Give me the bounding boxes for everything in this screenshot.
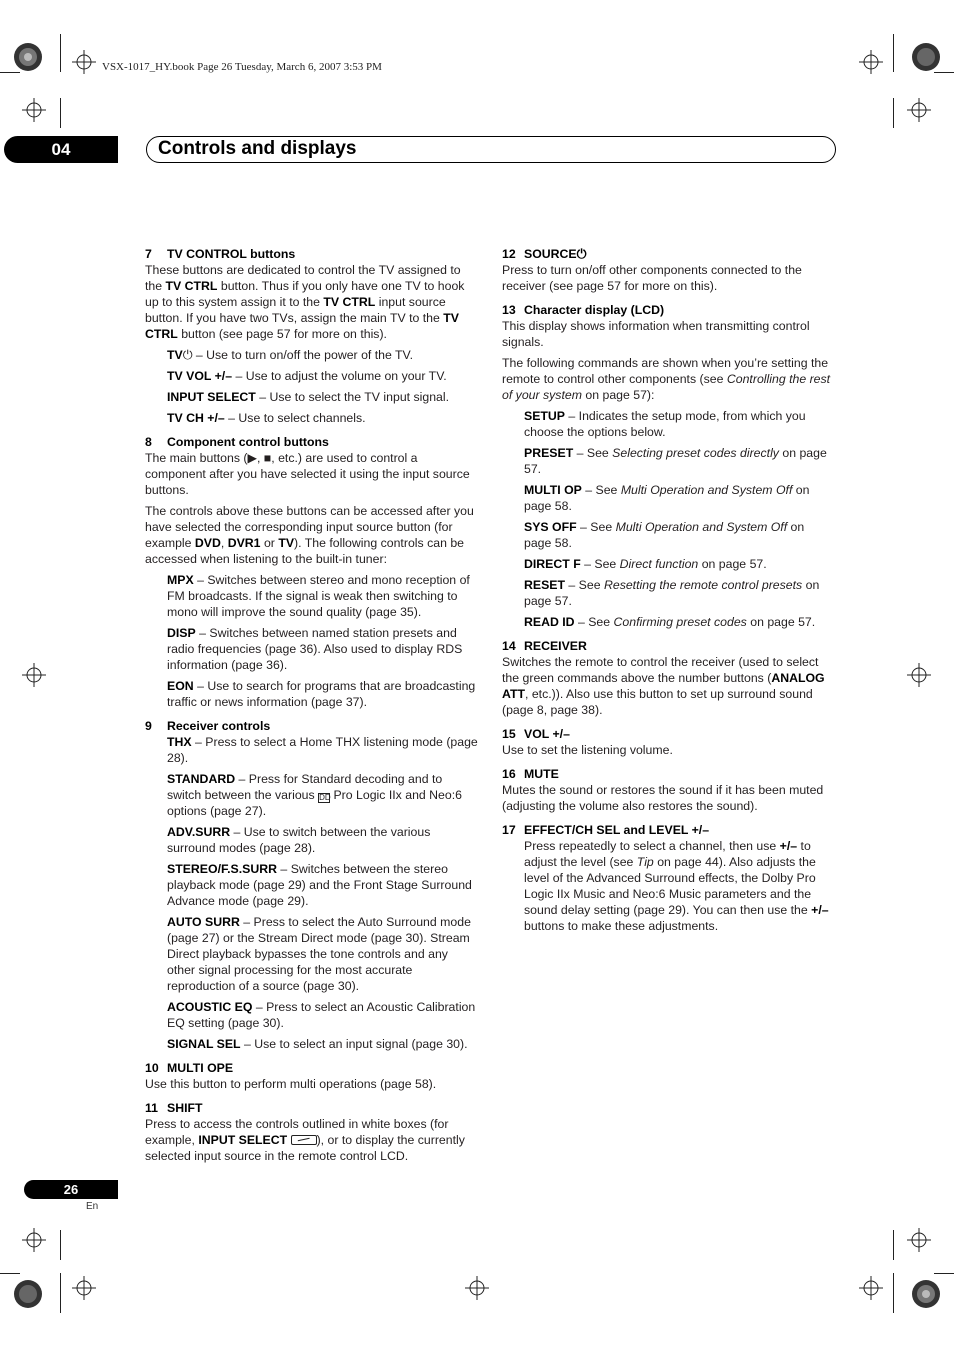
paragraph: Use to set the listening volume. xyxy=(502,743,673,757)
paragraph: Use this button to perform multi operations (page 58). xyxy=(145,1077,437,1091)
paragraph: Press to turn on/off other components connected to the receiver (see page 57 for more on this). xyxy=(502,263,802,293)
paragraph: Press repeatedly to select a channel, then use +/– to adjust the level (see Tip on page 44). Also adjusts the level of the Advanced Surround effects, the Dolby Pro Logic IIx Music and Neo:6 Music parameters and the sound delay setting (page 29). You can then use the +/– buttons to make these adjustments. xyxy=(524,839,829,933)
sub-item-tv-vol: TV VOL +/– – Use to adjust the volume on your TV. xyxy=(167,369,447,383)
item-heading: 14 RECEIVER xyxy=(502,639,587,653)
crop-mark xyxy=(893,34,894,72)
registration-mark-icon xyxy=(22,98,46,122)
item-heading: 9 Receiver controls xyxy=(145,719,271,733)
registration-mark-icon xyxy=(72,50,96,74)
registration-mark-icon xyxy=(22,1228,46,1252)
sub-item-mpx: MPX – Switches between stereo and mono reception of FM broadcasts. If the signal is weak then switching to mono will improve the sound quality (page 35). xyxy=(167,573,470,619)
paragraph: The controls above these buttons can be accessed after you have selected the corresponding input source button (for example DVD, DVR1 or TV). The following controls can be accessed when listening to the built-in tuner: xyxy=(145,504,474,566)
crop-mark xyxy=(0,1273,20,1274)
crop-mark xyxy=(934,1273,954,1274)
page-language: En xyxy=(86,1201,99,1212)
item-heading: 7 TV CONTROL buttons xyxy=(145,247,296,261)
sub-item-stereo: STEREO/F.S.SURR – Switches between the stereo playback mode (page 29) and the Front Stage Surround Advance mode (page 29). xyxy=(167,862,472,908)
paragraph: Mutes the sound or restores the sound if it has been muted (adjusting the volume also restores the sound). xyxy=(502,783,824,813)
registration-mark-icon xyxy=(907,98,931,122)
paragraph: This display shows information when transmitting control signals. xyxy=(502,319,810,349)
item-heading: 16 MUTE xyxy=(502,767,559,781)
color-disc-icon xyxy=(911,42,941,72)
sub-item-tv-ch: TV CH +/– – Use to select channels. xyxy=(167,411,366,425)
crop-mark xyxy=(60,34,61,72)
crop-mark xyxy=(60,98,61,128)
sub-item-direct-f: DIRECT F – See Direct function on page 57. xyxy=(524,557,767,571)
sub-item-signal-sel: SIGNAL SEL – Use to select an input signal (page 30). xyxy=(167,1037,468,1051)
sub-item-eon: EON – Use to search for programs that are broadcasting traffic or news information (page 37). xyxy=(167,679,476,709)
sub-item-standard: STANDARD – Press for Standard decoding and to switch between the various DD Pro Logic IIx and Neo:6 options (page 27). xyxy=(167,772,462,818)
item-heading: 17 EFFECT/CH SEL and LEVEL +/– xyxy=(502,823,710,837)
color-disc-icon xyxy=(13,42,43,72)
item-heading: 13 Character display (LCD) xyxy=(502,303,665,317)
registration-mark-icon xyxy=(907,663,931,687)
crop-mark xyxy=(60,1273,61,1313)
page-number: 26 xyxy=(24,1180,118,1199)
crop-mark xyxy=(0,72,20,73)
item-heading: 8 Component control buttons xyxy=(145,435,329,449)
sub-item-disp: DISP – Switches between named station presets and radio frequencies (page 36). Also used to display RDS information (page 36). xyxy=(167,626,463,672)
crop-mark xyxy=(60,1230,61,1260)
power-icon: ⏻ xyxy=(182,348,193,362)
paragraph: The main buttons (▶, ■, etc.) are used to control a component after you have selected it using the input source buttons. xyxy=(145,451,470,497)
sub-item-reset: RESET – See Resetting the remote control presets on page 57. xyxy=(524,578,820,608)
crop-mark xyxy=(893,1273,894,1313)
input-select-button-icon xyxy=(291,1135,317,1145)
item-heading: 12 SOURCE⏻ xyxy=(502,247,587,261)
crop-mark xyxy=(893,98,894,128)
sub-item-setup: SETUP – Indicates the setup mode, from which you choose the options below. xyxy=(524,409,806,439)
registration-mark-icon xyxy=(859,50,883,74)
chapter-title: Controls and displays xyxy=(158,138,357,159)
color-disc-icon xyxy=(13,1279,43,1309)
dolby-logo-icon: DD xyxy=(319,793,331,802)
print-info: VSX-1017_HY.book Page 26 Tuesday, March 6, 2007 3:53 PM xyxy=(102,61,382,73)
sub-item-input-select: INPUT SELECT – Use to select the TV input signal. xyxy=(167,390,450,404)
item-heading: 15 VOL +/– xyxy=(502,727,570,741)
registration-mark-icon xyxy=(72,1276,96,1300)
sub-item-auto-surr: AUTO SURR – Press to select the Auto Surround mode (page 27) or the Stream Direct mode (page 30). Stream Direct playback bypasses the tone controls and any other signal processing for the most accurate reproduction of a source (page 30). xyxy=(167,915,471,993)
paragraph: Press to access the controls outlined in white boxes (for example, INPUT SELECT ), or to display the currently selected input source in the remote control LCD. xyxy=(145,1117,465,1163)
sub-item-acoustic-eq: ACOUSTIC EQ – Press to select an Acoustic Calibration EQ setting (page 30). xyxy=(167,1000,476,1030)
crop-mark xyxy=(893,1230,894,1260)
sub-item-read-id: READ ID – See Confirming preset codes on page 57. xyxy=(524,615,816,629)
sub-item-sys-off: SYS OFF – See Multi Operation and System Off on page 58. xyxy=(524,520,805,550)
sub-item-adv-surr: ADV.SURR – Use to switch between the various surround modes (page 28). xyxy=(167,825,431,855)
item-heading: 10 MULTI OPE xyxy=(145,1061,234,1075)
sub-item-multi-op: MULTI OP – See Multi Operation and System Off on page 58. xyxy=(524,483,810,513)
sub-item-tv: TV⏻ – Use to turn on/off the power of the TV. xyxy=(167,348,414,362)
registration-mark-icon xyxy=(22,663,46,687)
paragraph: Switches the remote to control the receiver (used to select the green commands above the number buttons (ANALOG ATT, etc.)). Also use this button to set up surround sound (page 8, page 38). xyxy=(502,655,825,717)
registration-mark-icon xyxy=(859,1276,883,1300)
item-heading: 11 SHIFT xyxy=(145,1101,203,1115)
sub-item-preset: PRESET – See Selecting preset codes directly on page 57. xyxy=(524,446,827,476)
chapter-number: 04 xyxy=(4,136,118,163)
power-icon: ⏻ xyxy=(576,247,587,261)
sub-item-thx: THX – Press to select a Home THX listening mode (page 28). xyxy=(167,735,478,765)
right-column xyxy=(502,246,833,934)
registration-mark-icon xyxy=(907,1228,931,1252)
registration-mark-icon xyxy=(465,1276,489,1300)
paragraph: These buttons are dedicated to control the TV assigned to the TV CTRL button. Thus if you only have one TV to hook up to this system assign it to the TV CTRL input source button. If you have two TVs, assign the main TV to the TV CTRL button (see page 57 for more on this). xyxy=(145,263,465,341)
color-disc-icon xyxy=(911,1279,941,1309)
crop-mark xyxy=(934,72,954,73)
paragraph: The following commands are shown when you’re setting the remote to control other components (see Controlling the rest of your system on page 57): xyxy=(502,356,831,402)
left-column xyxy=(145,246,479,1164)
